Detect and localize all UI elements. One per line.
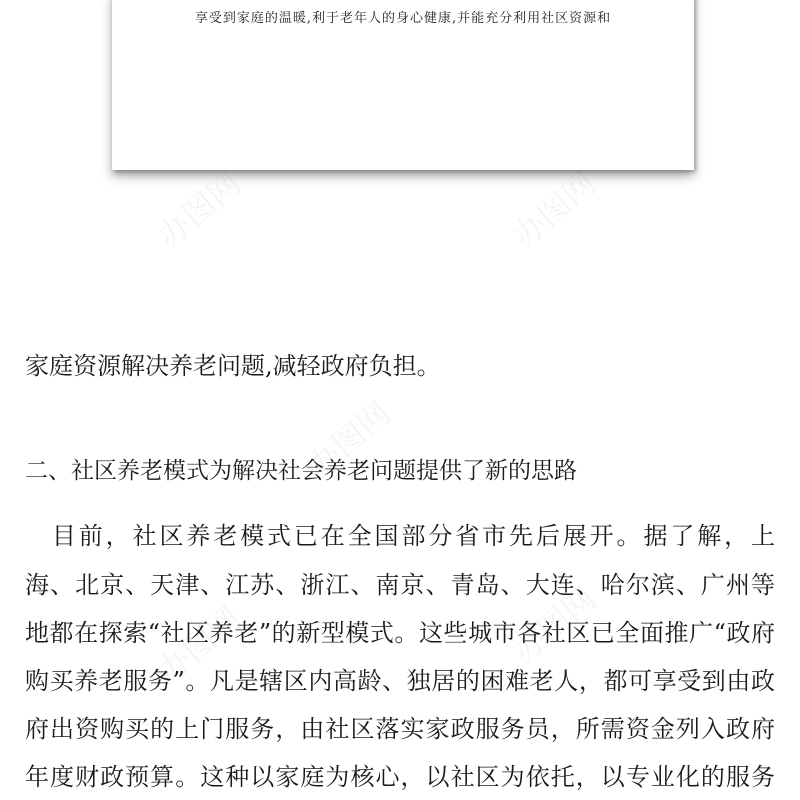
paragraph-line: 府出资购买的上门服务，由社区落实家政服务员，所需资金列入政府 [25,715,775,743]
continuation-line: 家庭资源解决养老问题,减轻政府负担。 [25,352,441,380]
paragraph-line: 地都在探索“社区养老”的新型模式。这些城市各社区已全面推广“政府 [25,619,775,647]
preview-card-text: 享受到家庭的温暖,利于老年人的身心健康,并能充分利用社区资源和 [194,11,612,26]
watermark [146,160,249,257]
paragraph-line: 目前，社区养老模式已在全国部分省市先后展开。据了解，上 [25,522,775,550]
section-heading: 二、社区养老模式为解决社会养老问题提供了新的思路 [25,458,577,484]
paragraph-line: 年度财政预算。这种以家庭为核心，以社区为依托，以专业化的服务 [25,763,775,791]
page-preview-card [112,0,694,170]
paragraph-line: 购买养老服务”。凡是辖区内高龄、独居的困难老人，都可享受到由政 [25,667,775,695]
paragraph-line: 海、北京、天津、江苏、浙江、南京、青岛、大连、哈尔滨、广州等 [25,571,775,599]
watermark [501,160,604,257]
